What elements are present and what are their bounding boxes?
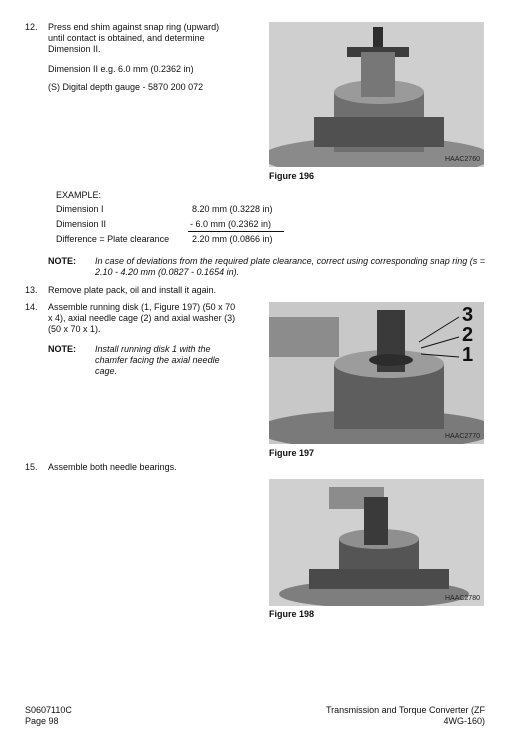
figure-197-title: Figure 197 [269,448,315,458]
step-12-text: Press end shim against snap ring (upward) until contact is obtained, and determine Dimension II. [48,22,220,54]
example-heading: EXAMPLE: [56,190,102,200]
step-15-number: 15. [25,462,38,472]
step-13-number: 13. [25,285,38,295]
callout-2: 2 [462,324,474,346]
subtraction-line [188,231,284,232]
footer-section-line1: Transmission and Torque Converter (ZF [325,705,485,715]
note-label: NOTE: [48,344,76,354]
footer-section-line2: 4WG-160) [443,716,485,726]
example-row-label: Dimension I [56,204,104,214]
figure-196-illustration [269,22,484,167]
figure-197-photo [269,302,484,444]
figure-196-title: Figure 196 [269,171,315,181]
example-row-value: 8.20 mm (0.3228 in) [192,204,273,214]
example-row-label: Difference = Plate clearance [56,234,170,244]
footer-doc-code: S0607110C [25,705,72,715]
callout-1: 1 [462,344,474,366]
figure-198-code: HAAC2780 [444,595,480,602]
figure-196-photo [269,22,484,167]
note-text: In case of deviations from the required plate clearance, correct using corresponding snap ring (s = 2.10 - 4.20 mm (0.0827 - 0.1654 in). [95,256,485,277]
step-14-text: Assemble running disk (1, Figure 197) (50 x 70 x 4), axial needle cage (2) and axial washer (3) (50 x 70 x 1). [48,302,236,334]
note-label: NOTE: [48,256,76,266]
figure-198-illustration [269,479,484,606]
step-15-text: Assemble both needle bearings. [48,462,177,472]
figure-197-illustration [269,302,484,444]
example-row-value: 2.20 mm (0.0866 in) [192,234,273,244]
step-12-tool: (S) Digital depth gauge - 5870 200 072 [48,82,204,92]
example-row-value: - 6.0 mm (0.2362 in) [190,219,272,229]
note-text: Install running disk 1 with the chamfer facing the axial needle cage. [95,344,220,376]
step-14-number: 14. [25,302,38,312]
figure-197-code: HAAC2770 [444,433,480,440]
step-12-dimension: Dimension II e.g. 6.0 mm (0.2362 in) [48,64,194,74]
step-12-number: 12. [25,22,38,32]
footer-page: Page 98 [25,716,59,726]
figure-196-code: HAAC2760 [444,156,480,163]
figure-198-title: Figure 198 [269,609,315,619]
example-row-label: Dimension II [56,219,107,229]
callout-3: 3 [462,304,474,326]
step-13-text: Remove plate pack, oil and install it again. [48,285,217,295]
figure-198-photo [269,479,484,606]
